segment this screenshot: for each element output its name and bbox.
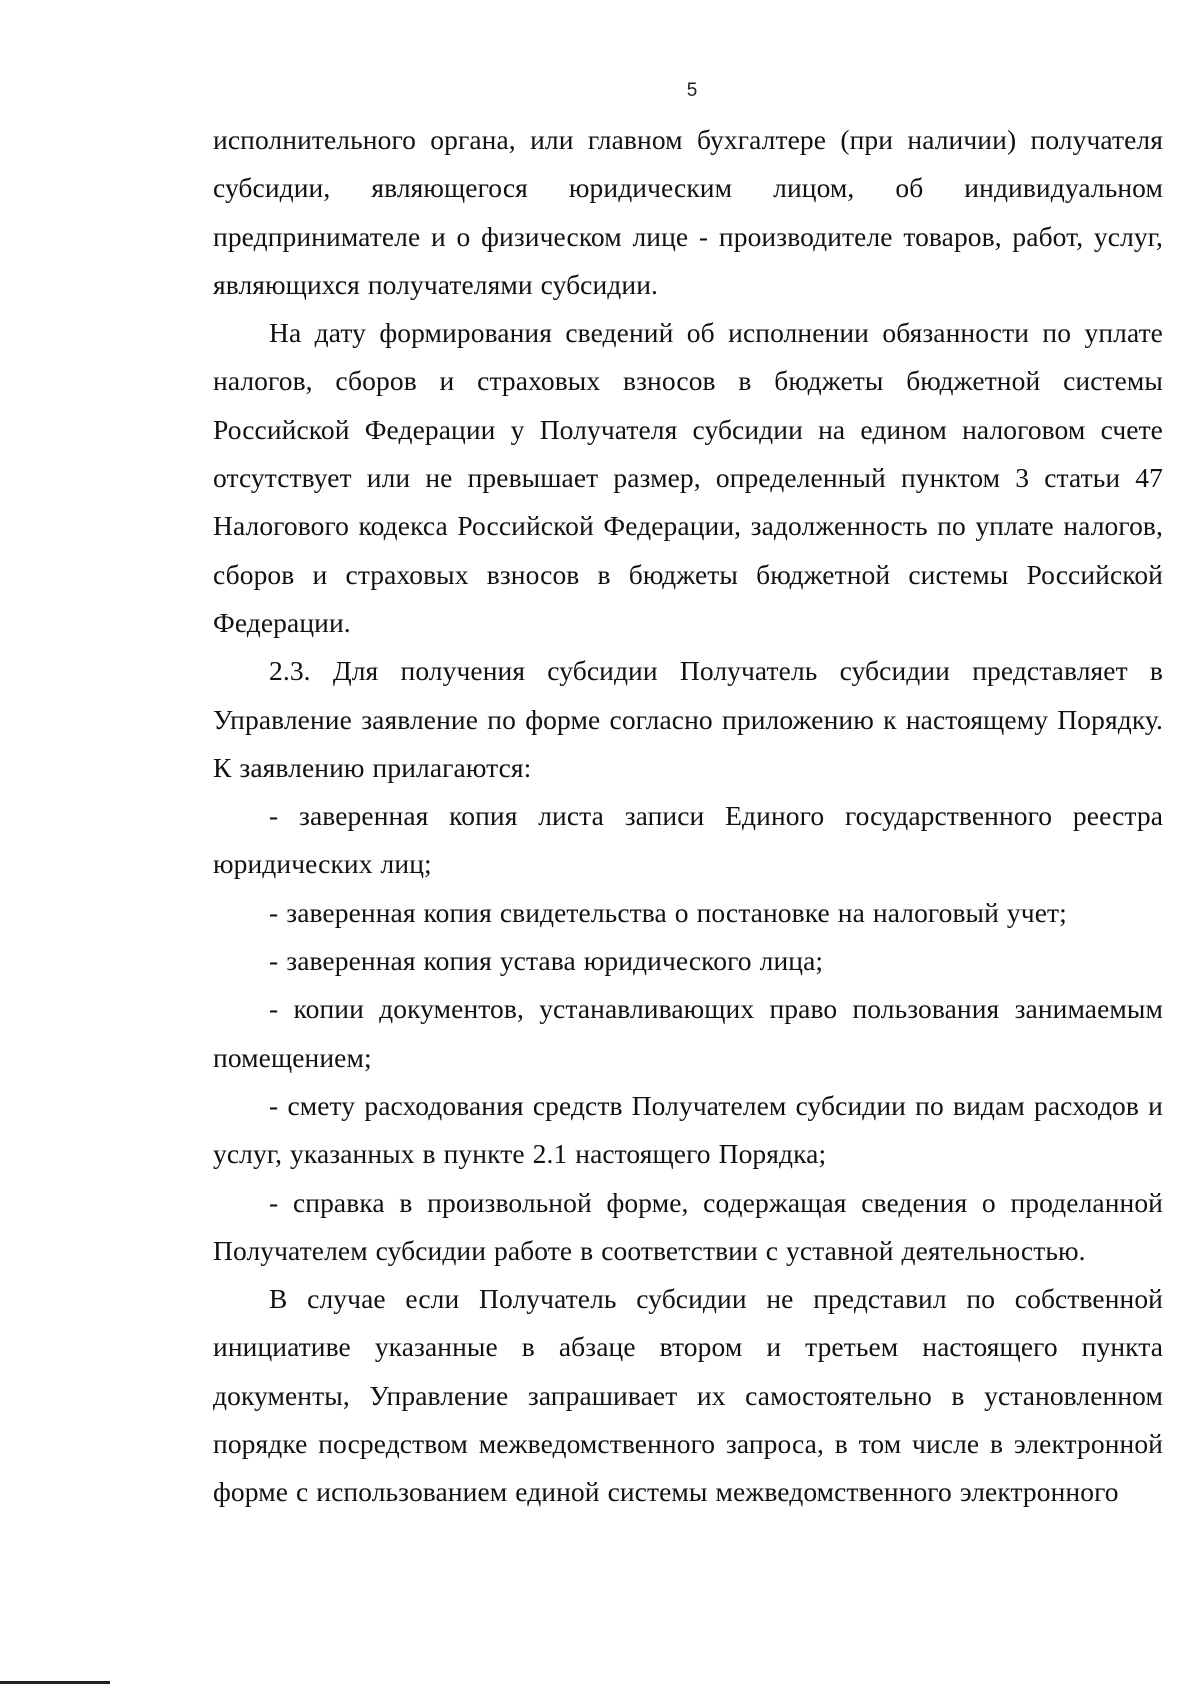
paragraph-clause-2-3: 2.3. Для получения субсидии Получатель субсидии представляет в Управление заявление по форме согласно приложению к настоящему Порядку. К заявлению прилагаются: (213, 655, 1163, 783)
paragraph-tax-debt: На дату формирования сведений об исполнении обязанности по уплате налогов, сборов и страховых взносов в бюджеты бюджетной системы Российской Федерации у Получателя субсидии на едином налоговом счете отсутствует или не превышает размер, определенный пунктом 3 статьи 47 Налогового кодекса Российской Федерации, задолженность по уплате налогов, сборов и страховых взносов в бюджеты бюджетной системы Российской Федерации. (213, 317, 1163, 638)
list-item-activity-report: - справка в произвольной форме, содержащая сведения о проделанной Получателем субсидии работе в соответствии с уставной деятельностью. (213, 1186, 1163, 1266)
scan-edge-mark (0, 1681, 110, 1684)
list-item-expense-estimate: - смету расходования средств Получателем субсидии по видам расходов и услуг, указанных в пункте 2.1 настоящего Порядка; (213, 1089, 1163, 1170)
paragraph-continuation: исполнительного органа, или главном бухгалтере (при наличии) получателя субсидии, являющегося юридическим лицом, об индивидуальном предпринимателе и о физическом лице - производителе товаров, работ, услуг, являющихся получателями субсидии. (213, 124, 1163, 300)
list-item-charter-copy: - заверенная копия устава юридического лица; (269, 945, 824, 977)
list-item-premises-documents: - копии документов, устанавливающих право пользования занимаемым помещением; (213, 993, 1163, 1073)
page-number: 5 (686, 80, 698, 101)
document-body (213, 116, 1163, 1517)
paragraph-interagency-request: В случае если Получатель субсидии не представил по собственной инициативе указанные в абзаце втором и третьем настоящего пункта документы, Управление запрашивает их самостоятельно в установленном порядке посредством межведомственного запроса, в том числе в электронной форме с использованием единой системы межведомственного электронного (213, 1283, 1163, 1508)
list-item-registry-copy: - заверенная копия листа записи Единого государственного реестра юридических лиц; (213, 800, 1163, 880)
list-item-tax-certificate: - заверенная копия свидетельства о постановке на налоговый учет; (269, 896, 1067, 928)
